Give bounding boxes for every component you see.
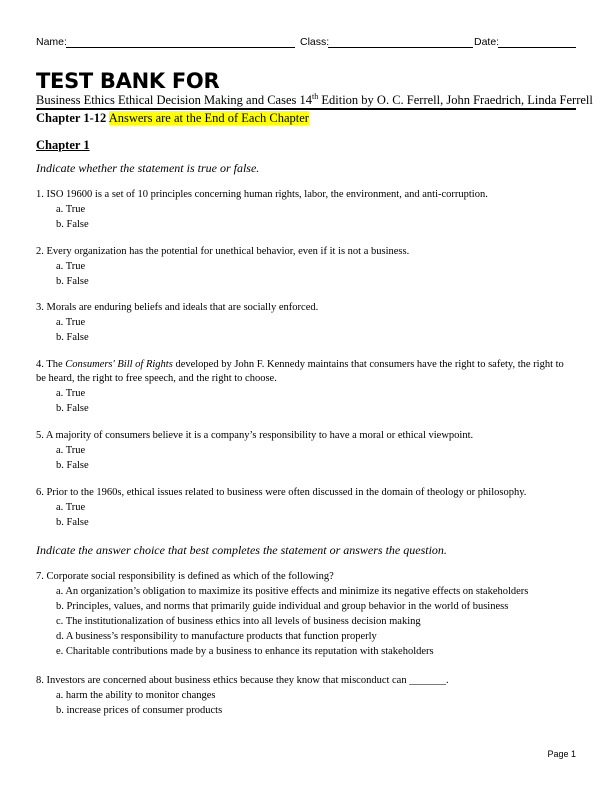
question-3 bbox=[36, 301, 576, 345]
answers-note-highlight: Answers are at the End of Each Chapter bbox=[108, 111, 309, 125]
option-c: c. The institutionalization of business ethics into all levels of business decision making bbox=[56, 616, 421, 627]
option-d: d. A business’s responsibility to manufacture products that function properly bbox=[56, 631, 377, 642]
question-1 bbox=[36, 188, 576, 232]
name-blank bbox=[66, 47, 295, 48]
question-stem: 8. Investors are concerned about business ethics because they know that misconduct can _______. bbox=[36, 675, 449, 686]
option-b: b. False bbox=[56, 403, 89, 414]
question-4 bbox=[36, 358, 576, 416]
edition-superscript: th bbox=[312, 92, 319, 101]
option-e: e. Charitable contributions made by a business to enhance its reputation with stakeholders bbox=[56, 646, 434, 657]
book-authors: Edition by O. C. Ferrell, John Fraedrich, Linda Ferrell bbox=[318, 93, 593, 108]
question-stem: 1. ISO 19600 is a set of 10 principles concerning human rights, labor, the environment, and anti-corruption. bbox=[36, 189, 488, 200]
book-title-text: Business Ethics Ethical Decision Making and Cases 14 bbox=[36, 93, 313, 108]
stem-italic-title: Consumers' Bill of Rights bbox=[65, 359, 173, 370]
question-5 bbox=[36, 429, 576, 473]
option-a: a. True bbox=[56, 502, 86, 513]
stem-part: developed by John F. Kennedy maintains that consumers have the right to safety, the right to be heard, the right to free speech, and the right to choose. bbox=[36, 359, 564, 384]
question-stem: 3. Morals are enduring beliefs and ideals that are socially enforced. bbox=[36, 302, 319, 313]
option-b: b. False bbox=[56, 219, 89, 230]
option-b: b. False bbox=[56, 517, 89, 528]
question-stem: 6. Prior to the 1960s, ethical issues related to business were often discussed in the domain of theology or philosophy. bbox=[36, 487, 527, 498]
student-info-header bbox=[36, 36, 576, 50]
test-bank-title: TEST BANK FOR bbox=[36, 69, 220, 93]
question-stem: 5. A majority of consumers believe it is a company’s responsibility to have a moral or ethical viewpoint. bbox=[36, 430, 474, 441]
option-b: b. False bbox=[56, 276, 89, 287]
option-a: a. True bbox=[56, 445, 86, 456]
chapter-range: Chapter 1-12 bbox=[36, 111, 107, 125]
option-a: a. True bbox=[56, 388, 86, 399]
option-a: a. harm the ability to monitor changes bbox=[56, 690, 216, 701]
multiple-choice-instructions: Indicate the answer choice that best completes the statement or answers the question. bbox=[36, 543, 447, 557]
option-a: a. An organization’s obligation to maximize its positive effects and minimize its negative effects on stakeholders bbox=[56, 586, 529, 597]
date-label: Date: bbox=[474, 36, 500, 48]
title-rule bbox=[36, 108, 576, 110]
chapter-range-line bbox=[36, 111, 309, 126]
date-blank bbox=[498, 47, 576, 48]
question-7 bbox=[36, 570, 576, 659]
chapter-heading: Chapter 1 bbox=[36, 138, 90, 152]
option-b: b. increase prices of consumer products bbox=[56, 705, 223, 716]
stem-part: 4. The bbox=[36, 359, 66, 370]
option-a: a. True bbox=[56, 317, 86, 328]
book-title bbox=[36, 92, 593, 108]
name-label: Name: bbox=[36, 36, 67, 48]
true-false-instructions: Indicate whether the statement is true or false. bbox=[36, 161, 260, 175]
class-label: Class: bbox=[300, 36, 330, 48]
question-stem bbox=[36, 358, 576, 386]
question-6 bbox=[36, 486, 576, 530]
class-blank bbox=[328, 47, 473, 48]
question-8 bbox=[36, 674, 576, 718]
question-2 bbox=[36, 245, 576, 289]
option-b: b. Principles, values, and norms that primarily guide individual and group behavior in the world of business bbox=[56, 601, 509, 612]
page-number: Page 1 bbox=[547, 749, 576, 759]
question-stem: 2. Every organization has the potential for unethical behavior, even if it is not a business. bbox=[36, 246, 410, 257]
question-stem: 7. Corporate social responsibility is defined as which of the following? bbox=[36, 571, 334, 582]
option-a: a. True bbox=[56, 261, 86, 272]
option-b: b. False bbox=[56, 332, 89, 343]
option-b: b. False bbox=[56, 460, 89, 471]
option-a: a. True bbox=[56, 204, 86, 215]
